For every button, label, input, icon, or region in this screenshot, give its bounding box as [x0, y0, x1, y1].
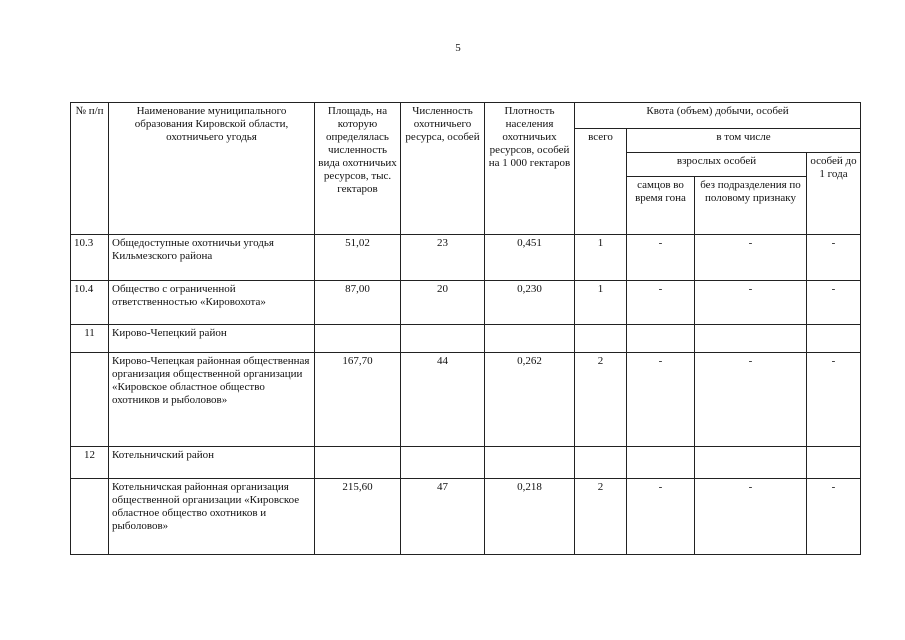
- header-males-rut: самцов во время гона: [627, 177, 695, 235]
- row-young: -: [807, 281, 861, 325]
- row-count: [401, 447, 485, 479]
- row-males: -: [627, 281, 695, 325]
- row-total: 2: [575, 479, 627, 555]
- row-males: -: [627, 353, 695, 447]
- row-name: Котельничская районная организация общественной организации «Кировское областное общество охотников и рыболовов»: [109, 479, 315, 555]
- table-row: [71, 281, 861, 325]
- header-quota: Квота (объем) добычи, особей: [575, 103, 861, 129]
- row-density: 0,230: [485, 281, 575, 325]
- row-males: -: [627, 479, 695, 555]
- row-num: 10.3: [71, 235, 109, 281]
- row-nosex: [695, 325, 807, 353]
- header-count: Численность охотничьего ресурса, особей: [401, 103, 485, 235]
- row-density: 0,262: [485, 353, 575, 447]
- row-count: 44: [401, 353, 485, 447]
- row-males: -: [627, 235, 695, 281]
- row-count: 47: [401, 479, 485, 555]
- table-row: [71, 325, 861, 353]
- table-row: [71, 479, 861, 555]
- row-total: [575, 325, 627, 353]
- page-number: 5: [455, 42, 461, 54]
- row-count: [401, 325, 485, 353]
- table-row: [71, 353, 861, 447]
- row-name: Общество с ограниченной ответственностью «Кировохота»: [109, 281, 315, 325]
- row-name: Общедоступные охотничьи угодья Кильмезского района: [109, 235, 315, 281]
- row-name: Кирово-Чепецкий район: [109, 325, 315, 353]
- row-area: [315, 325, 401, 353]
- header-row-1: [71, 103, 861, 129]
- header-under-one: особей до 1 года: [807, 153, 861, 235]
- header-no-sex: без подразделения по половому признаку: [695, 177, 807, 235]
- row-count: 20: [401, 281, 485, 325]
- row-nosex: -: [695, 479, 807, 555]
- row-young: -: [807, 479, 861, 555]
- header-area: Площадь, на которую определялась численность вида охотничьих ресурсов, тыс. гектаров: [315, 103, 401, 235]
- row-nosex: [695, 447, 807, 479]
- row-males: [627, 325, 695, 353]
- row-num: 10.4: [71, 281, 109, 325]
- quota-table: [70, 102, 861, 555]
- row-name: Кирово-Чепецкая районная общественная организация общественной организации «Кировское областное общество охотников и рыболовов»: [109, 353, 315, 447]
- row-area: 87,00: [315, 281, 401, 325]
- row-count: 23: [401, 235, 485, 281]
- row-density: 0,451: [485, 235, 575, 281]
- row-nosex: -: [695, 353, 807, 447]
- row-total: 2: [575, 353, 627, 447]
- row-total: 1: [575, 281, 627, 325]
- row-area: 51,02: [315, 235, 401, 281]
- row-area: [315, 447, 401, 479]
- row-num: 11: [71, 325, 109, 353]
- row-num: 12: [71, 447, 109, 479]
- header-name: Наименование муниципального образования Кировской области, охотничьего угодья: [109, 103, 315, 235]
- table-row: [71, 235, 861, 281]
- row-total: [575, 447, 627, 479]
- row-nosex: -: [695, 281, 807, 325]
- row-males: [627, 447, 695, 479]
- row-nosex: -: [695, 235, 807, 281]
- table-row: [71, 447, 861, 479]
- row-young: [807, 325, 861, 353]
- header-num: № п/п: [71, 103, 109, 235]
- row-area: 215,60: [315, 479, 401, 555]
- header-density: Плотность населения охотничьих ресурсов, особей на 1 000 гектаров: [485, 103, 575, 235]
- row-young: -: [807, 235, 861, 281]
- row-density: 0,218: [485, 479, 575, 555]
- row-num: [71, 353, 109, 447]
- row-num: [71, 479, 109, 555]
- header-total: всего: [575, 129, 627, 235]
- row-name: Котельничский район: [109, 447, 315, 479]
- header-adults: взрослых особей: [627, 153, 807, 177]
- row-young: -: [807, 353, 861, 447]
- row-young: [807, 447, 861, 479]
- row-area: 167,70: [315, 353, 401, 447]
- header-including: в том числе: [627, 129, 861, 153]
- row-density: [485, 447, 575, 479]
- row-total: 1: [575, 235, 627, 281]
- row-density: [485, 325, 575, 353]
